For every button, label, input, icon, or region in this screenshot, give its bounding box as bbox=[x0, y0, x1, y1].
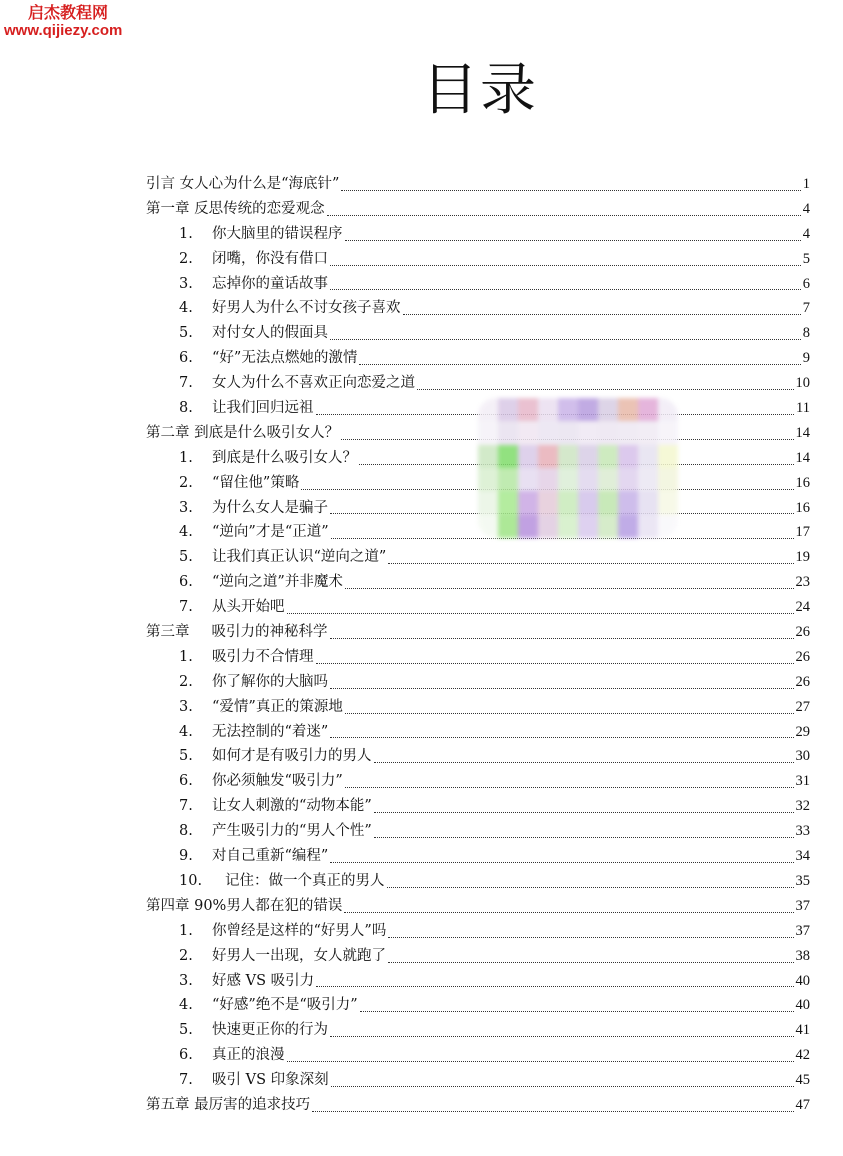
toc-section-number: 5. bbox=[179, 1022, 193, 1039]
toc-entry-label: 让我们真正认识“逆向之道” bbox=[212, 549, 387, 566]
toc-page-number: 26 bbox=[795, 648, 810, 665]
toc-entry-label: 吸引 VS 印象深刻 bbox=[212, 1072, 329, 1089]
mosaic-tile bbox=[638, 491, 658, 514]
toc-section-number: 3. bbox=[179, 499, 193, 516]
toc-page-number: 27 bbox=[795, 698, 810, 715]
toc-section-number: 4. bbox=[179, 524, 193, 541]
toc-section-row[interactable] bbox=[146, 919, 810, 944]
toc-entry-title: 吸引力的神秘科学 bbox=[211, 624, 328, 641]
toc-page-number: 47 bbox=[795, 1096, 810, 1113]
mosaic-tile bbox=[518, 398, 538, 421]
toc-section-row[interactable] bbox=[146, 545, 810, 570]
toc-page-number: 4 bbox=[802, 200, 810, 217]
toc-section-number: 5. bbox=[179, 748, 193, 765]
toc-section-number: 6. bbox=[179, 773, 193, 790]
mosaic-tile bbox=[598, 468, 618, 491]
mosaic-tile bbox=[658, 491, 678, 514]
toc-section-number: 5. bbox=[179, 549, 193, 566]
toc-section-row[interactable] bbox=[146, 645, 810, 670]
mosaic-tile bbox=[578, 445, 598, 468]
toc-section-number: 10. bbox=[179, 872, 203, 889]
mosaic-tile bbox=[658, 421, 678, 444]
toc-page-number: 16 bbox=[795, 474, 810, 491]
toc-section-number: 8. bbox=[179, 823, 193, 840]
toc-section-number: 4. bbox=[179, 997, 193, 1014]
toc-entry-label: 从头开始吧 bbox=[212, 599, 285, 616]
mosaic-tile bbox=[478, 491, 498, 514]
toc-section-row[interactable] bbox=[146, 769, 810, 794]
mosaic-tile bbox=[618, 445, 638, 468]
toc-leader-dots bbox=[327, 214, 801, 216]
toc-section-number: 2. bbox=[179, 250, 193, 267]
mosaic-tile bbox=[558, 445, 578, 468]
toc-entry-label: 你了解你的大脑吗 bbox=[212, 673, 328, 690]
toc-page-number: 24 bbox=[795, 599, 810, 616]
toc-page-number: 7 bbox=[802, 300, 810, 317]
toc-leader-dots bbox=[330, 288, 801, 290]
toc-page-number: 37 bbox=[795, 922, 810, 939]
mosaic-tile bbox=[598, 515, 618, 538]
toc-page-number: 40 bbox=[795, 997, 810, 1014]
toc-entry-label: 吸引力不合情理 bbox=[212, 648, 314, 665]
toc-leader-dots bbox=[403, 313, 801, 315]
toc-section-row[interactable] bbox=[146, 272, 810, 297]
mosaic-tile bbox=[518, 421, 538, 444]
mosaic-tile bbox=[658, 445, 678, 468]
toc-chapter-row[interactable] bbox=[146, 197, 810, 222]
mosaic-tile bbox=[498, 468, 518, 491]
toc-section-row[interactable] bbox=[146, 744, 810, 769]
toc-section-row[interactable] bbox=[146, 371, 810, 396]
toc-entry-label: 真正的浪漫 bbox=[212, 1047, 285, 1064]
toc-page-number: 1 bbox=[802, 176, 810, 192]
toc-entry-label: 第一章 反思传统的恋爱观念 bbox=[146, 200, 325, 217]
toc-section-row[interactable] bbox=[146, 819, 810, 844]
mosaic-tile bbox=[598, 445, 618, 468]
toc-section-row[interactable] bbox=[146, 247, 810, 272]
toc-section-number: 1. bbox=[179, 225, 193, 242]
toc-section-row[interactable] bbox=[146, 844, 810, 869]
toc-entry-label: 到底是什么吸引女人？ bbox=[212, 449, 357, 466]
toc-section-row[interactable] bbox=[146, 1043, 810, 1068]
mosaic-tile bbox=[578, 491, 598, 514]
toc-leader-dots bbox=[316, 985, 793, 987]
toc-entry-label: 女人为什么不喜欢正向恋爱之道 bbox=[212, 375, 415, 392]
toc-entry-label: 让我们回归远祖 bbox=[212, 400, 314, 417]
mosaic-tile bbox=[498, 515, 518, 538]
toc-entry-label: 第三章 bbox=[146, 624, 190, 641]
toc-chapter-row[interactable] bbox=[146, 894, 810, 919]
toc-page-number: 10 bbox=[795, 375, 810, 392]
mosaic-tile bbox=[618, 468, 638, 491]
toc-section-number: 3. bbox=[179, 698, 193, 715]
toc-entry-label: 闭嘴，你没有借口 bbox=[212, 250, 328, 267]
toc-page-number: 5 bbox=[802, 250, 810, 267]
toc-entry-label: “爱情”真正的策源地 bbox=[212, 698, 343, 715]
mosaic-tile bbox=[518, 515, 538, 538]
toc-leader-dots bbox=[388, 936, 793, 938]
mosaic-tile bbox=[518, 445, 538, 468]
toc-section-number: 1. bbox=[179, 922, 193, 939]
toc-section-number: 2. bbox=[179, 947, 193, 964]
toc-page-number: 26 bbox=[795, 624, 810, 641]
mosaic-tile bbox=[538, 515, 558, 538]
toc-leader-dots bbox=[330, 1035, 794, 1037]
page-title: 目录 bbox=[422, 58, 538, 123]
toc-page-number: 30 bbox=[795, 748, 810, 765]
mosaic-tile bbox=[578, 515, 598, 538]
mosaic-tile bbox=[498, 445, 518, 468]
toc-page-number: 6 bbox=[802, 275, 810, 292]
toc-section-number: 7. bbox=[179, 375, 193, 392]
toc-leader-dots bbox=[331, 1085, 794, 1087]
toc-entry-label: 第二章 到底是什么吸引女人？ bbox=[146, 424, 340, 441]
toc-section-number: 7. bbox=[179, 1072, 193, 1089]
toc-entry-label: 忘掉你的童话故事 bbox=[212, 275, 328, 292]
toc-page-number: 19 bbox=[795, 549, 810, 566]
toc-entry-label: 你必须触发“吸引力” bbox=[212, 773, 343, 790]
mosaic-tile bbox=[638, 445, 658, 468]
toc-page-number: 40 bbox=[795, 972, 810, 989]
toc-section-row[interactable] bbox=[146, 595, 810, 620]
mosaic-blur-overlay bbox=[478, 398, 678, 538]
toc-leader-dots bbox=[359, 363, 800, 365]
mosaic-tile bbox=[618, 491, 638, 514]
toc-page-number: 8 bbox=[802, 325, 810, 342]
toc-entry-label: 你大脑里的错误程序 bbox=[212, 225, 343, 242]
toc-entry-label: 第四章 90%男人都在犯的错误 bbox=[146, 897, 343, 914]
toc-page-number: 9 bbox=[802, 350, 810, 367]
toc-leader-dots bbox=[287, 612, 794, 614]
toc-entry-label: 无法控制的“着迷” bbox=[212, 723, 329, 740]
toc-section-row[interactable] bbox=[146, 296, 810, 321]
toc-section-number: 1. bbox=[179, 648, 193, 665]
toc-page-number: 42 bbox=[795, 1047, 810, 1064]
mosaic-tile bbox=[578, 421, 598, 444]
toc-entry-label: “留住他”策略 bbox=[212, 474, 300, 491]
toc-leader-dots bbox=[344, 911, 793, 913]
toc-section-row[interactable] bbox=[146, 794, 810, 819]
mosaic-tile bbox=[618, 515, 638, 538]
mosaic-tile bbox=[558, 468, 578, 491]
toc-leader-dots bbox=[374, 761, 794, 763]
toc-leader-dots bbox=[374, 811, 794, 813]
toc-section-row[interactable] bbox=[146, 346, 810, 371]
toc-section-row[interactable] bbox=[146, 993, 810, 1018]
toc-page-number: 41 bbox=[795, 1022, 810, 1039]
toc-page-number: 29 bbox=[795, 723, 810, 740]
toc-page-number: 35 bbox=[795, 872, 810, 889]
toc-chapter-row[interactable] bbox=[146, 1093, 810, 1118]
toc-entry-label: “逆向之道”并非魔术 bbox=[212, 574, 343, 591]
toc-leader-dots bbox=[287, 1060, 794, 1062]
toc-section-number: 2. bbox=[179, 673, 193, 690]
mosaic-tile bbox=[478, 445, 498, 468]
mosaic-tile bbox=[518, 468, 538, 491]
toc-section-number: 2. bbox=[179, 474, 193, 491]
toc-entry-label: “逆向”才是“正道” bbox=[212, 524, 329, 541]
mosaic-tile bbox=[598, 491, 618, 514]
mosaic-tile bbox=[518, 491, 538, 514]
toc-section-number: 7. bbox=[179, 798, 193, 815]
mosaic-tile bbox=[558, 421, 578, 444]
toc-entry-label: “好感”绝不是“吸引力” bbox=[212, 997, 358, 1014]
toc-section-number: 1. bbox=[179, 449, 193, 466]
toc-page-number: 16 bbox=[795, 499, 810, 516]
toc-section-row[interactable] bbox=[146, 720, 810, 745]
toc-leader-dots bbox=[345, 239, 801, 241]
toc-leader-dots bbox=[341, 189, 800, 191]
toc-leader-dots bbox=[387, 886, 794, 888]
toc-section-number: 6. bbox=[179, 1047, 193, 1064]
toc-section-row[interactable] bbox=[146, 695, 810, 720]
toc-entry-label: 让女人刺激的“动物本能” bbox=[212, 798, 372, 815]
toc-entry-label: 好男人为什么不讨女孩子喜欢 bbox=[212, 300, 401, 317]
site-watermark bbox=[4, 4, 122, 40]
toc-section-row[interactable] bbox=[146, 944, 810, 969]
toc-section-row[interactable] bbox=[146, 869, 810, 894]
mosaic-tile bbox=[498, 421, 518, 444]
toc-section-number: 6. bbox=[179, 350, 193, 367]
toc-leader-dots bbox=[316, 662, 794, 664]
toc-page-number: 37 bbox=[795, 897, 810, 914]
mosaic-tile bbox=[538, 398, 558, 421]
toc-page-number: 34 bbox=[795, 848, 810, 865]
toc-leader-dots bbox=[330, 338, 801, 340]
toc-section-number: 8. bbox=[179, 400, 193, 417]
toc-entry-label: 快速更正你的行为 bbox=[212, 1022, 328, 1039]
toc-page-number: 14 bbox=[795, 424, 810, 441]
toc-entry-label: 好感 VS 吸引力 bbox=[212, 972, 315, 989]
toc-leader-dots bbox=[345, 786, 794, 788]
toc-entry-label: 为什么女人是骗子 bbox=[212, 499, 328, 516]
toc-section-row[interactable] bbox=[146, 321, 810, 346]
toc-page-number: 31 bbox=[795, 773, 810, 790]
mosaic-tile bbox=[638, 468, 658, 491]
mosaic-tile bbox=[598, 421, 618, 444]
toc-leader-dots bbox=[330, 637, 794, 639]
mosaic-tile bbox=[538, 468, 558, 491]
toc-leader-dots bbox=[417, 388, 794, 390]
mosaic-tile bbox=[498, 491, 518, 514]
mosaic-tile bbox=[618, 398, 638, 421]
toc-entry-label: 对付女人的假面具 bbox=[212, 325, 328, 342]
toc-page-number: 17 bbox=[795, 524, 810, 541]
mosaic-tile bbox=[478, 468, 498, 491]
toc-section-row[interactable] bbox=[146, 969, 810, 994]
toc-section-number: 9. bbox=[179, 848, 193, 865]
mosaic-tile bbox=[638, 398, 658, 421]
toc-leader-dots bbox=[330, 264, 801, 266]
toc-section-number: 3. bbox=[179, 275, 193, 292]
toc-section-number: 4. bbox=[179, 300, 193, 317]
toc-leader-dots bbox=[388, 961, 794, 963]
toc-section-row[interactable] bbox=[146, 1068, 810, 1093]
toc-leader-dots bbox=[330, 687, 794, 689]
toc-leader-dots bbox=[374, 836, 794, 838]
toc-entry-label: 产生吸引力的“男人个性” bbox=[212, 823, 372, 840]
toc-page-number: 11 bbox=[796, 400, 810, 417]
mosaic-tile bbox=[618, 421, 638, 444]
mosaic-tile bbox=[498, 398, 518, 421]
toc-entry-label: 如何才是有吸引力的男人 bbox=[212, 748, 372, 765]
toc-section-number: 7. bbox=[179, 599, 193, 616]
toc-page-number: 23 bbox=[795, 574, 810, 591]
mosaic-tile bbox=[538, 421, 558, 444]
toc-leader-dots bbox=[345, 587, 794, 589]
toc-leader-dots bbox=[330, 861, 793, 863]
toc-page-number: 32 bbox=[795, 798, 810, 815]
mosaic-tile bbox=[578, 468, 598, 491]
mosaic-tile bbox=[638, 421, 658, 444]
toc-section-row[interactable] bbox=[146, 670, 810, 695]
toc-page-number: 4 bbox=[802, 225, 810, 242]
toc-leader-dots bbox=[345, 712, 794, 714]
toc-section-row[interactable] bbox=[146, 1018, 810, 1043]
toc-section-row[interactable] bbox=[146, 570, 810, 595]
toc-page-number: 38 bbox=[795, 947, 810, 964]
toc-page-number: 33 bbox=[795, 823, 810, 840]
toc-section-number: 6. bbox=[179, 574, 193, 591]
mosaic-tile bbox=[478, 421, 498, 444]
mosaic-tile bbox=[538, 445, 558, 468]
watermark-url: www.qijiezy.com bbox=[4, 22, 123, 40]
toc-leader-dots bbox=[360, 1010, 794, 1012]
mosaic-tile bbox=[658, 468, 678, 491]
watermark-name: 启杰教程网 bbox=[28, 3, 109, 22]
toc-leader-dots bbox=[312, 1110, 793, 1112]
mosaic-tile bbox=[558, 491, 578, 514]
toc-section-number: 3. bbox=[179, 972, 193, 989]
toc-leader-dots bbox=[330, 736, 793, 738]
mosaic-tile bbox=[578, 398, 598, 421]
toc-entry-label: 对自己重新“编程” bbox=[212, 848, 329, 865]
mosaic-tile bbox=[558, 515, 578, 538]
toc-page-number: 45 bbox=[795, 1072, 810, 1089]
mosaic-tile bbox=[538, 491, 558, 514]
toc-entry-label: 第五章 最厉害的追求技巧 bbox=[146, 1096, 311, 1113]
toc-section-row[interactable] bbox=[146, 222, 810, 247]
mosaic-tile bbox=[598, 398, 618, 421]
toc-entry-label: 好男人一出现，女人就跑了 bbox=[212, 947, 386, 964]
toc-entry-label: 记住：做一个真正的男人 bbox=[225, 872, 385, 889]
toc-entry-label: “好”无法点燃她的激情 bbox=[212, 350, 358, 367]
toc-section-number: 5. bbox=[179, 325, 193, 342]
mosaic-tile bbox=[638, 515, 658, 538]
toc-page-number: 26 bbox=[795, 673, 810, 690]
toc-section-number: 4. bbox=[179, 723, 193, 740]
toc-chapter-row[interactable] bbox=[146, 620, 810, 645]
toc-page-number: 14 bbox=[795, 449, 810, 466]
mosaic-tile bbox=[558, 398, 578, 421]
table-of-contents bbox=[146, 172, 810, 1118]
toc-entry-label: 你曾经是这样的“好男人”吗 bbox=[212, 922, 387, 939]
toc-entry-label: 引言 女人心为什么是“海底针” bbox=[146, 176, 340, 192]
toc-chapter-row[interactable] bbox=[146, 172, 810, 197]
toc-leader-dots bbox=[388, 562, 793, 564]
